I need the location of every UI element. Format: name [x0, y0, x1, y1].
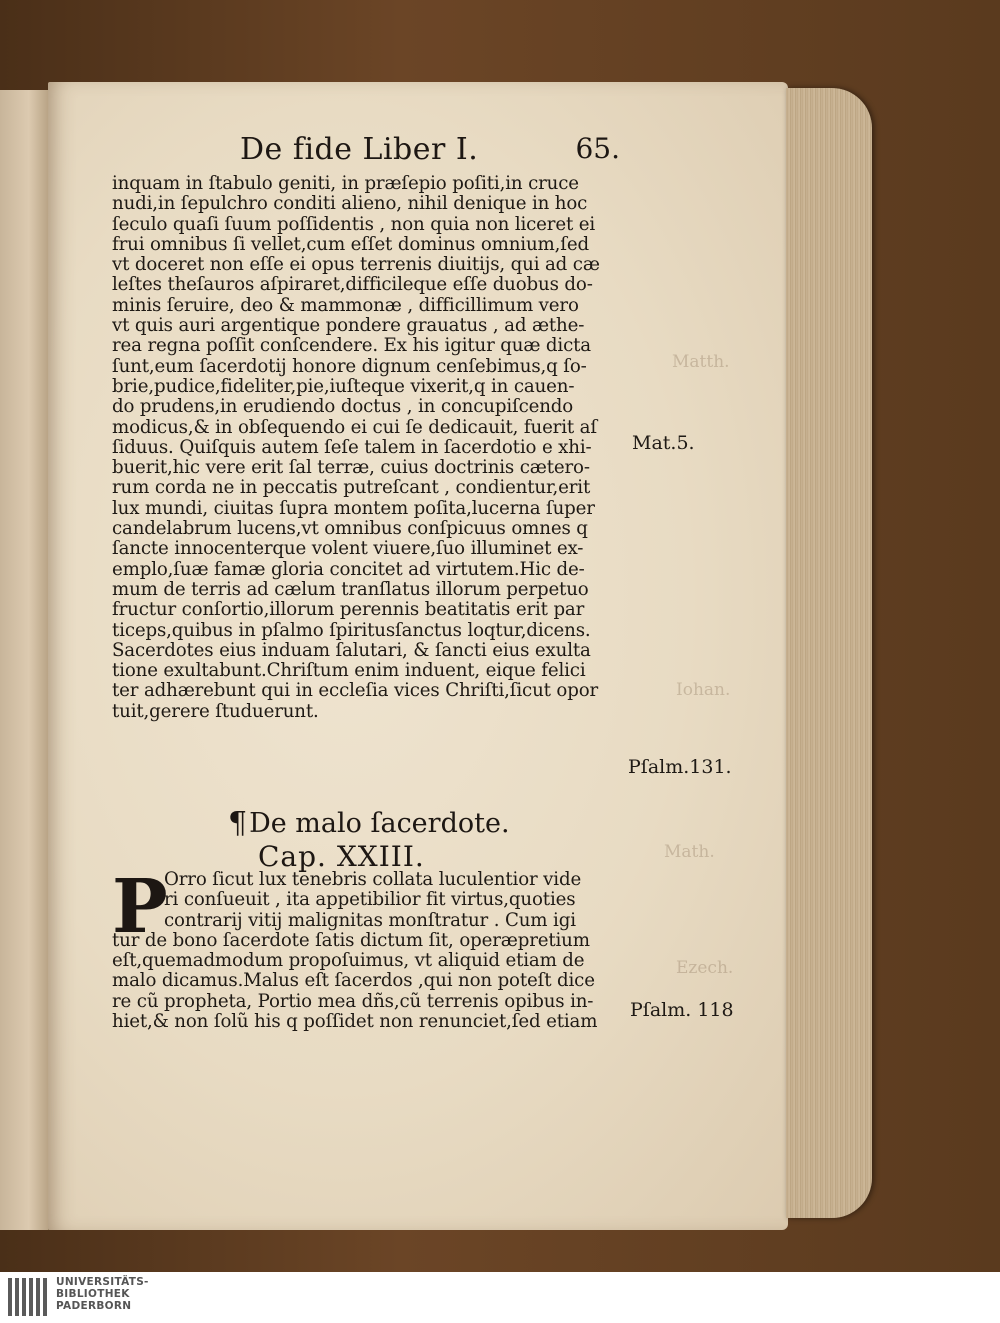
text-line: Orro ſicut lux tenebris collata luculentior vide: [164, 870, 582, 890]
margin-note-mat: Mat.5.: [632, 432, 695, 454]
text-line: ſiduus. Quiſquis autem ſeſe talem in ſacerdotio e xhi-: [112, 437, 592, 458]
text-line: malo dicamus.Malus eſt ſacerdos ,qui non poteſt dice: [112, 971, 595, 992]
show-through-mark: Matth.: [672, 352, 730, 372]
text-line: ſunt,eum ſacerdotij honore dignum cenſebimus,q ſo-: [112, 356, 587, 377]
page-number: 65.: [575, 132, 620, 165]
chapter-title-text: De malo ſacerdote.: [249, 808, 510, 839]
page-fore-edge: [786, 88, 872, 1218]
text-line: vt quis auri argentique pondere grauatus , ad æthe-: [112, 316, 585, 337]
text-line: ſeculo quaſi ſuum poſſidentis , non quia non liceret ei: [112, 214, 596, 235]
text-line: tione exultabunt.Chriſtum enim induent, eique felici: [112, 661, 586, 682]
text-line: mum de terris ad cælum tranſlatus illorum perpetuo: [112, 579, 589, 600]
text-line: ticeps,quibus in pſalmo ſpiritusſanctus loqtur,dicens.: [112, 620, 591, 641]
logo-line: PADERBORN: [56, 1300, 132, 1312]
chapter-text: [112, 864, 624, 1033]
margin-note-psalm-118: Pſalm. 118: [630, 999, 734, 1021]
text-line: minis ſeruire, deo & mammonæ , difficillimum vero: [112, 295, 579, 316]
text-line: brie,pudice,fideliter,pie,iuſteque vixerit,q in cauen-: [112, 376, 575, 397]
text-line: lux mundi, ciuitas ſupra montem poſita,lucerna ſuper: [112, 498, 595, 519]
body-text: [112, 174, 624, 722]
text-line: modicus,& in obſequendo ei cui ſe dedicauit, fuerit aſ: [112, 417, 597, 438]
text-line: do prudens,in erudiendo doctus , in concupiſcendo: [112, 397, 574, 418]
logo-line: UNIVERSITÄTS-: [56, 1276, 149, 1288]
running-head: De fide Liber I.: [240, 132, 479, 167]
text-line: ter adhærebunt qui in eccleſia vices Chriſti,ſicut opor: [112, 681, 599, 702]
page-header: [240, 132, 620, 172]
logo-line: BIBLIOTHEK: [56, 1288, 130, 1300]
library-logo-text: [56, 1276, 149, 1312]
text-line: tur de bono ſacerdote ſatis dictum ſit, operæpretium: [112, 930, 590, 951]
text-line: ri conſueuit , ita appetibilior fit virtus,quoties: [164, 890, 576, 911]
text-line: ſancte innocenterque volent viuere,ſuo illuminet ex-: [112, 539, 584, 560]
text-line: eſt,quemadmodum propoſuimus, vt aliquid etiam de: [112, 951, 585, 972]
previous-page-edge: [0, 90, 50, 1230]
show-through-mark: Ezech.: [676, 958, 734, 978]
text-line: frui omnibus ſi vellet,cum eſſet dominus omnium,ſed: [112, 234, 589, 255]
library-logo-icon: [8, 1278, 50, 1316]
text-line: leſtes theſauros aſpiraret,difficileque eſſe duobus do-: [112, 275, 593, 296]
text-line: emplo,ſuæ famæ gloria concitet ad virtutem.Hic de-: [112, 559, 585, 580]
show-through-mark: Math.: [664, 842, 715, 862]
text-line: re cũ propheta, Portio mea dñs,cũ terrenis opibus in-: [112, 991, 594, 1012]
text-line: rea regna poſſit conſcendere. Ex his igitur quæ dicta: [112, 336, 591, 357]
pilcrow-icon: ¶: [228, 806, 248, 841]
text-line: Sacerdotes eius induam ſalutari, & ſancti eius exulta: [112, 640, 591, 661]
drop-cap-initial: P: [112, 864, 168, 950]
show-through-mark: Iohan.: [676, 680, 731, 700]
text-line: fructur conſortio,illorum perennis beatitatis erit par: [112, 600, 585, 621]
text-line: vt doceret non eſſe ei opus terrenis diuitijs, qui ad cæ: [112, 255, 600, 276]
chapter-title: [228, 806, 510, 841]
text-line: buerit,hic vere erit ſal terræ, cuius doctrinis cætero-: [112, 458, 590, 479]
text-line: contrarij vitij malignitas monſtratur . Cum igi: [164, 910, 576, 931]
text-line: nudi,in ſepulchro conditi alieno, nihil denique in hoc: [112, 194, 588, 215]
text-line: hiet,& non ſolũ his q poſſidet non renunciet,ſed etiam: [112, 1012, 598, 1033]
text-line: rum corda ne in peccatis putreſcant , condientur,erit: [112, 478, 591, 499]
text-line: tuit,gerere ſtuduerunt.: [112, 701, 319, 722]
library-footer: [0, 1272, 1000, 1323]
margin-note-psalm-131: Pſalm.131.: [628, 756, 732, 778]
chapter-number: Cap. XXIII.: [258, 840, 425, 873]
text-line: candelabrum lucens,vt omnibus conſpicuus omnes q: [112, 519, 588, 540]
text-line: inquam in ſtabulo geniti, in præſepio poſiti,in cruce: [112, 174, 579, 194]
